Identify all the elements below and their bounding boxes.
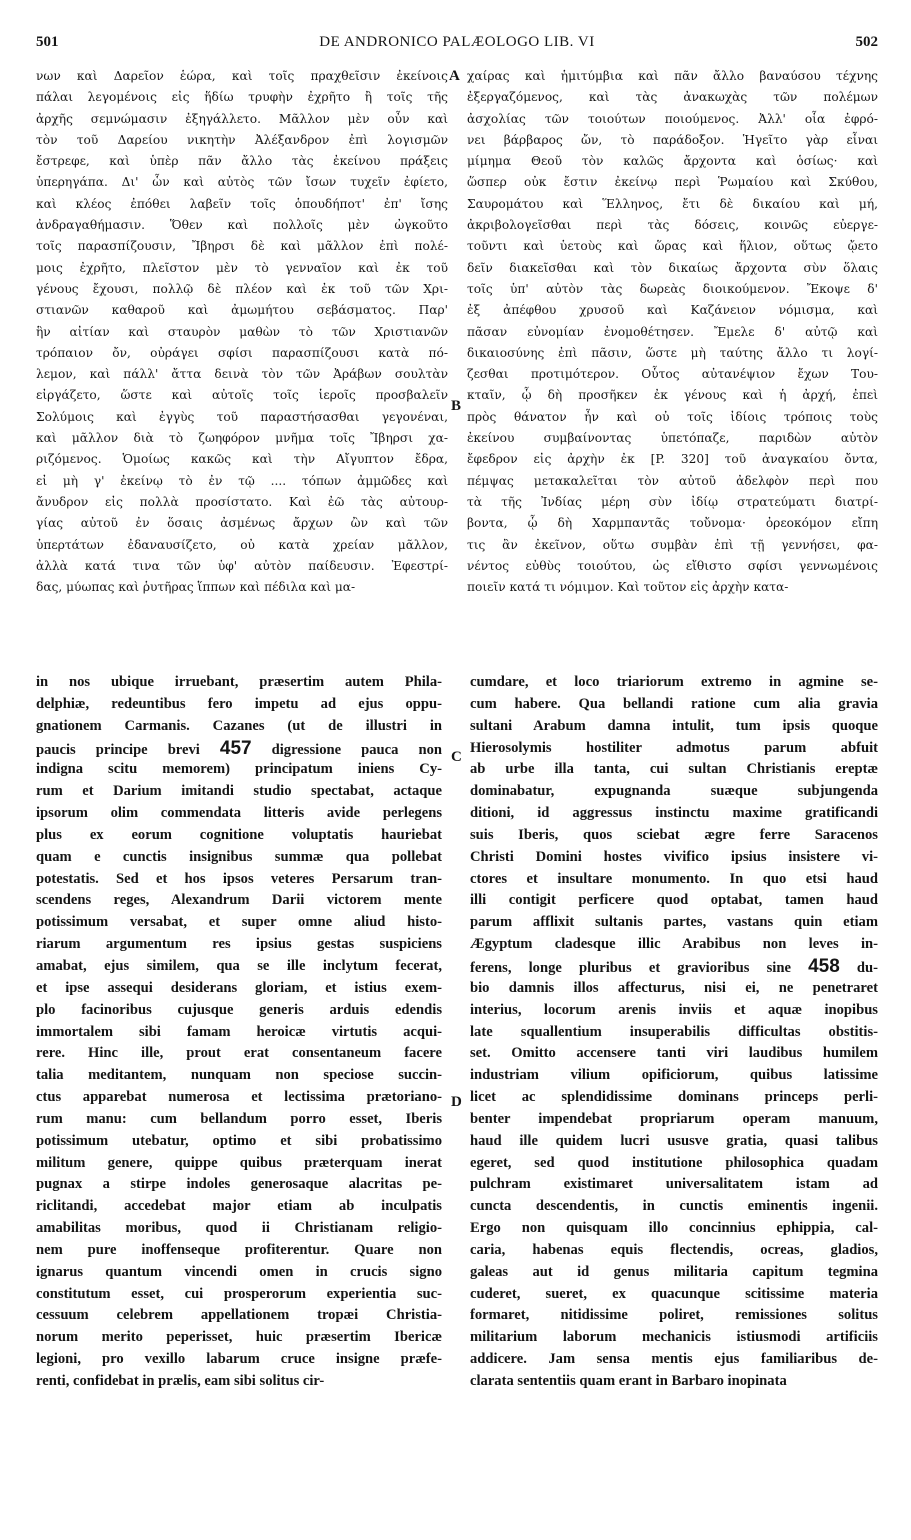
margin-letter-c: C — [451, 749, 462, 765]
greek-right-line: τοῦντι καὶ ὑετοὺς καὶ ὥρας καὶ ἥλιον, οὕτως ᾤετο — [467, 239, 878, 254]
latin-right-line: cumdare, et loco triariorum extremo in agmine se- — [470, 674, 878, 690]
greek-right-line: ἀκριβολογεῖσθαι περὶ τὰς δόσεις, κοινῶς εὐεργε- — [467, 218, 878, 233]
latin-right-line: illi contigit perficere quod optabat, tamen haud — [470, 892, 878, 909]
latin-right-line: ferens, longe pluribus et gravioribus sine 458 du- — [470, 955, 878, 977]
greek-right-line: χαίρας καὶ ἡμιτύμβια καὶ πᾶν ἄλλο βαναύσου τέχνης — [467, 69, 878, 83]
latin-right-line: pulchram existimaret universalitatem istam ad — [470, 1176, 878, 1193]
greek-left-line: ὑπερηγάπα. Δι' ὧν καὶ αὐτὸς τῶν ἴσων τυχεῖν ἐφίετο, — [36, 175, 448, 190]
greek-left-line: ἀρχῆς σεμνώμασιν ἐξηγάλλετο. Μᾶλλον μὲν οὖν καὶ — [36, 111, 448, 126]
running-title: DE ANDRONICO PALÆOLOGO LIB. VI — [319, 34, 595, 50]
greek-left-line: ἣν αἰτίαν καὶ σταυρὸν μαθὼν τὸ τῶν Χριστιανῶν — [36, 324, 448, 339]
latin-left-line: immortalem sibi famam heroicæ virtutis acqui- — [36, 1023, 442, 1040]
greek-left-line: εἰ μὴ γ' ἐκείνῳ τὸ ἐν τῷ .... τόπων ἀμμῶδες καὶ — [36, 473, 448, 488]
latin-left-line: rum et Darium imitandi studio spectabat, actaque — [36, 783, 442, 800]
latin-right-line: formaret, nitidissime poliret, remissiones solitus — [470, 1307, 878, 1324]
latin-left-line: rere. Hinc ille, prout erat consentaneum facere — [36, 1045, 442, 1062]
page-header — [36, 34, 878, 58]
latin-left-line: indigna scitu memorem) principatum iniens Cy- — [36, 761, 442, 778]
greek-right-line: ἐξεργαζόμενος, καὶ τὰς ἀνακωχὰς τῶν πολέμων — [467, 90, 878, 105]
greek-column-right — [467, 66, 878, 598]
greek-left-line: εἰργάζετο, ὥστε καὶ αὐτοῖς τοῖς ἱεροῖς προσβαλεῖν — [36, 388, 448, 403]
latin-right-line: set. Omitto accensere tanti viri laudibus humilem — [470, 1045, 878, 1062]
greek-left-line: στιανῶν καθαροῦ καὶ ἀμωμήτου σεβάσματος. Παρ' — [36, 303, 448, 318]
latin-column-right — [470, 672, 878, 1393]
latin-right-line: ditioni, id aggressus instinctu maxime gratificandi — [470, 805, 878, 822]
latin-left-line: delphiæ, redeuntibus fero impetu ad ejus oppu- — [36, 695, 442, 712]
greek-left-line: δας, μύωπας καὶ ῥυτῆρας ἵππων καὶ πέδιλα καὶ μα- — [36, 580, 356, 595]
latin-left-line: legioni, pro vexillo labarum cruce insigne præfe- — [36, 1351, 442, 1368]
latin-left-line: ipsorum olim commendata litteris avide perlegens — [36, 805, 442, 822]
greek-right-line: Σαυρομάτου καὶ Ἕλληνος, ἔτι δὲ δικαίου καὶ μή, — [467, 196, 878, 211]
greek-right-line: ὥσπερ οὐκ ἔστιν ἐκείνῳ περὶ Ῥωμαίου καὶ Σκύθου, — [467, 175, 878, 190]
greek-left-line: νων καὶ Δαρεῖον ἑώρα, καὶ τοῖς πραχθεῖσιν ἐκείνοις — [36, 69, 448, 83]
greek-left-line: τοῖς παρασπίζουσιν, Ἴβηρσι δὲ καὶ μᾶλλον ἐπὶ πολέ- — [36, 239, 448, 254]
latin-right-line: cum habere. Qua bellandi ratione cum alia gravia — [470, 695, 878, 712]
latin-right-line: caria, habenas equis flectendis, ocreas, gladios, — [470, 1241, 878, 1258]
page-number-right: 502 — [855, 34, 878, 50]
greek-left-line: καὶ μᾶλλον διὰ τὸ ζωηφόρον μνῆμα τοῖς Ἴβηρσι χα- — [36, 431, 448, 446]
latin-left-line: nem pure inoffenseque profiterentur. Quare non — [36, 1241, 442, 1258]
greek-right-line: νει βάρβαρος ὤν, τὸ παράδοξον. Ἡγεῖτο γὰρ εἶναι — [467, 132, 878, 147]
latin-right-line: egeret, sed quod institutione philosophica quadam — [470, 1154, 878, 1171]
latin-left-line: militum genere, quippe quibus præterquam inerat — [36, 1154, 442, 1171]
greek-left-line: γίας αὐτοῦ ἐν ὅσαις ἀσμένως ἄρχων ὢν καὶ τῶν — [36, 516, 448, 531]
greek-left-line: ὑπερτάτων ἐδαναυσίζετο, οὐ κατὰ χρείαν μᾶλλον, — [36, 537, 448, 552]
latin-left-line: cessuum celebrem appellationem tropæi Christia- — [36, 1307, 442, 1324]
section-number: 457 — [219, 737, 252, 759]
latin-right-line: late squallentium insuperabilis difficultas obstitis- — [470, 1023, 878, 1040]
latin-right-line: Ergo non quisquam illo concinnius ephippia, cal- — [470, 1220, 878, 1237]
greek-left-line: ριζόμενος. Ὁμοίως κακῶς καὶ τὴν Αἴγυπτον ἔδρα, — [36, 452, 448, 467]
latin-left-line: in nos ubique irruebant, præsertim autem Phila- — [36, 674, 442, 690]
greek-right-line: κταῖν, ᾧ δὴ προσῆκεν ἐκ γένους καὶ ἡ ἀρχή, ἐπεὶ — [467, 388, 878, 403]
latin-right-line: clarata sententiis quam erant in Barbaro inopinata — [470, 1373, 787, 1389]
greek-left-line: μοις ἐχρῆτο, πλεῖστον μὲν τὸ γενναῖον καὶ ἐκ τοῦ — [36, 260, 448, 275]
greek-column-left — [36, 66, 448, 598]
latin-left-line: constitutum esset, cui prosperorum experientia suc- — [36, 1285, 442, 1302]
greek-left-line: πάλαι λεγομένοις εἰς ἥδίω τρυφὴν ἐχρῆτο ἢ τοῖς τῆς — [36, 90, 448, 105]
greek-left-line: ἄνυδρον εἰς πολλὰ προσίστατο. Καὶ ἐῶ τὰς αὐτουρ- — [36, 494, 448, 509]
latin-left-line: riclitandi, accedebat major etiam ab inculpatis — [36, 1198, 442, 1215]
latin-right-line: benter impendebat propriarum operam manuum, — [470, 1110, 878, 1127]
greek-right-line: βοντα, ᾧ δὴ Χαρμπαντᾶς τοὔνομα· ὀρεοκόμον εἴπη — [467, 516, 878, 531]
latin-left-line: plus ex eorum cognitione voluptatis hauriebat — [36, 826, 442, 843]
margin-letter-a: A — [449, 68, 460, 84]
latin-left-line: norum merito peperisset, huic præsertim Ibericæ — [36, 1329, 442, 1346]
greek-left-line: καὶ κλέος ἐπόθει λαβεῖν τοῖς ὁπουδήποτ' ἐπ' ἴσης — [36, 196, 448, 211]
greek-left-line: ἀλλὰ κατά τινα τῶν ὑφ' αὐτὸν παίδευσιν. Ἐφεστρί- — [36, 558, 448, 573]
greek-right-line: μίμημα Θεοῦ τὸν καλῶς ἄρχοντα καὶ ὁσίως· καὶ — [467, 154, 878, 169]
latin-right-line: militarium laborum mechanicis istiusmodi artificiis — [470, 1329, 878, 1346]
greek-left-line: ἔστρεφε, καὶ ὑπὲρ πᾶν ἄλλο τὰς ἐκείνου πράξεις — [36, 154, 448, 169]
latin-right-line: Christi Domini hostes vivifico ipsius insistere vi- — [470, 848, 878, 865]
latin-right-line: Ægyptum cladesque illic Arabibus non leves in- — [470, 936, 878, 953]
latin-left-line: plo facinoribus cujusque generis arduis edendis — [36, 1001, 442, 1018]
greek-right-line: πρὸς θάνατον ἦν καὶ οὐ τοῖς ἰδίοις τρόποις τοὺς — [467, 409, 878, 424]
greek-left-line: ἀνδραγαθήμασιν. Ὅθεν καὶ πολλοῖς μὲν ὠγκοῦτο — [36, 218, 448, 233]
latin-left-line: amabilitas moribus, quod ii Christianam religio- — [36, 1220, 442, 1237]
greek-left-line: τὸν τοῦ Δαρείου νικητὴν Ἀλέξανδρον ἐπὶ λογισμῶν — [36, 132, 448, 147]
latin-left-line: pugnax a stirpe indoles generosaque alacritas pe- — [36, 1176, 442, 1193]
greek-right-line: ἀσχολίας τῶν τοιούτων ποιούμενος. Ἀλλ' οἷα ἐφρό- — [467, 111, 878, 126]
greek-left-line: τρόπαιον ὄν, οὐράγει σφίσι παρασπίζουσι κατὰ πό- — [36, 345, 448, 360]
latin-left-line: potissimum versabat, et super omne aliud histo- — [36, 914, 442, 931]
latin-column-left — [36, 672, 442, 1393]
margin-letter-d: D — [451, 1094, 462, 1110]
latin-left-line: renti, confidebat in prælis, eam sibi solitus cir- — [36, 1373, 325, 1389]
margin-letter-b: B — [451, 398, 462, 414]
latin-right-line: sultani Arabum damna intulit, tum ipsis quoque — [470, 717, 878, 734]
latin-right-line: bio damnis illos affecturus, nisi ei, ne penetraret — [470, 979, 878, 996]
latin-right-line: dominabatur, expugnanda suæque subjungenda — [470, 783, 878, 800]
latin-left-line: potestatis. Sed et hos ipsos veteres Persarum tran- — [36, 870, 442, 887]
latin-left-line: ctus apparebat numerosa et lectissima prætoriano- — [36, 1089, 442, 1106]
greek-right-line: πᾶσαν εὐνομίαν ἐνομοθέτησεν. Ἔμελε δ' αὐτῷ καὶ — [467, 324, 878, 339]
latin-right-line: parum afflixit sultanis partes, vastans quin etiam — [470, 914, 878, 931]
latin-right-line: suis Iberis, quos sciebat ægre ferre Saracenos — [470, 826, 878, 843]
greek-left-line: Σολύμοις καὶ ἐγγὺς τοῦ παραστήσασθαι γεγονέναι, — [36, 409, 448, 424]
latin-right-line: industriam vilium opificiorum, quibus latissime — [470, 1067, 878, 1084]
latin-right-line: cuderet, sueret, ex quacunque scitissime materia — [470, 1285, 878, 1302]
greek-right-line: ζεσθαι προτιμότερον. Οὗτος αὐτανέψιον ἔχων Του- — [467, 367, 878, 382]
latin-right-line: ab urbe illa tanta, cui sultan Christianis ereptæ — [470, 761, 878, 778]
latin-left-line: quam e cunctis insignibus summæ qua pollebat — [36, 848, 442, 865]
latin-right-line: addicere. Jam sensa mentis ejus familiaribus de- — [470, 1351, 878, 1368]
greek-left-line: λεμον, καὶ πάλλ' ἄττα δεινὰ τὸν τῶν Ἀράβων σουλτὰν — [36, 367, 448, 382]
section-number: 458 — [808, 955, 840, 977]
latin-right-line: Hierosolymis hostiliter admotus parum abfuit — [470, 739, 878, 756]
greek-right-line: ἐξ ἀπέφθου χρυσοῦ καὶ Καζάνειον νόμισμα, καὶ — [467, 303, 878, 318]
latin-left-line: scendens reges, Alexandrum Darii victorem mente — [36, 892, 442, 909]
latin-left-line: amabat, ejus similem, qua se ille inclytum fecerat, — [36, 957, 442, 974]
latin-left-line: potissimum utebatur, optimo et sibi probatissimo — [36, 1132, 442, 1149]
greek-right-line: τὰ τῆς Ἰνδίας μέρη σὺν ἰδίῳ στρατεύματι διατρί- — [467, 494, 878, 509]
latin-right-line: cuncta descendentis, in cunctis eminentis ingenii. — [470, 1198, 878, 1215]
page-number-left: 501 — [36, 34, 59, 50]
greek-right-line: τις ἂν ἐκεῖνον, οὕτω συμβὰν ἐπὶ τῇ γεννήσει, φα- — [467, 537, 878, 552]
greek-right-line: νέντος εὐθὺς τοιούτου, ὡς εἴθιστο σφίσι γεννωμένοις — [467, 558, 878, 573]
greek-right-line: τοῖς ὑπ' αὐτὸν τὰς δωρεὰς διοικούμενον. Ἔκοψε δ' — [467, 281, 878, 296]
latin-left-line: talia meditantem, nunquam non speciose succin- — [36, 1067, 442, 1084]
latin-right-line: interius, locorum arenis inviis et aquæ inopibus — [470, 1001, 878, 1018]
latin-left-line: rum manu: cum bellandum porro esset, Iberis — [36, 1110, 442, 1127]
latin-right-line: ctores et insultare monumento. In quo etsi haud — [470, 870, 878, 887]
latin-left-line: ignarus quantum vincendi omen in crucis signo — [36, 1263, 442, 1280]
greek-right-line: ποιεῖν κατά τι νόμιμον. Καὶ τοῦτον εἰς ἀρχὴν κατα- — [467, 580, 789, 595]
latin-right-line: licet ac splendidissime dominans princeps perli- — [470, 1089, 878, 1106]
latin-right-line: haud ille quidem lucri ususve gratia, quasi talibus — [470, 1132, 878, 1149]
latin-left-line: paucis principe brevi 457 digressione pauca non — [36, 737, 442, 759]
greek-right-line: ἐκείνου συμβαίνοντας ὑπετόπαζε, παριδὼν αὐτὸν — [467, 431, 878, 446]
greek-right-line: πέμψας μετακαλεῖται τὸν αὐτοῦ ἀδελφὸν περὶ που — [467, 473, 878, 488]
greek-right-line: δικαιοσύνης ἐπὶ πᾶσιν, ὥστε μὴ ταύτης ἄλλο τι λογί- — [467, 345, 878, 360]
latin-left-line: riarum argumentum res ipsius gestas suspiciens — [36, 936, 442, 953]
greek-right-line: δεῖν διακεῖσθαι καὶ τὸν δικαίως ἄρχοντα σὺν ὅλαις — [467, 260, 878, 275]
greek-right-line: ἔφεδρον εἰς ἀρχὴν ἐκ [P. 320] τοῦ ἀναγκαίου ὄντα, — [467, 452, 878, 467]
latin-left-line: gnationem Carmanis. Cazanes (ut de illustri in — [36, 717, 442, 734]
greek-left-line: γένους ἔχουσι, πολλῷ δὲ πλέον καὶ ἐκ τοῦ τῶν Χρι- — [36, 281, 448, 296]
latin-right-line: galeas aut id genus militaria capitum tegmina — [470, 1263, 878, 1280]
latin-left-line: et ipse assequi desiderans gloriam, et istius exem- — [36, 979, 442, 996]
